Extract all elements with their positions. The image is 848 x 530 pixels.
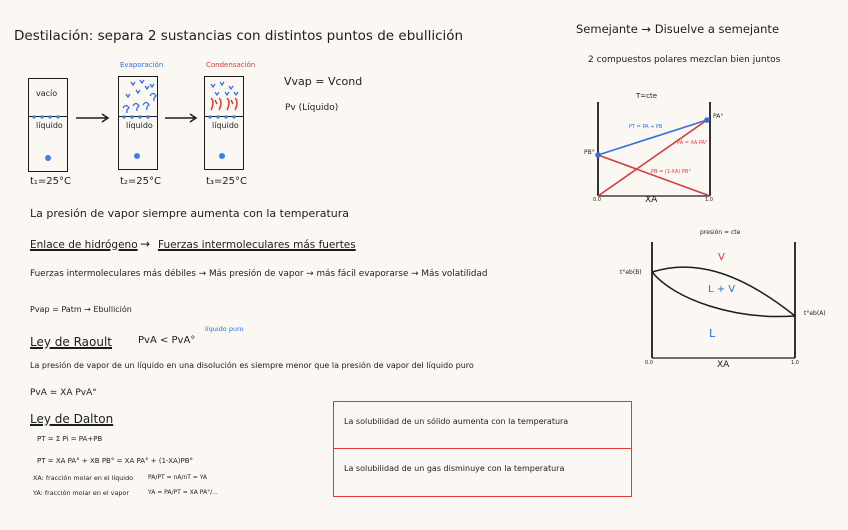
- presion-line: La presión de vapor siempre aumenta con la temperatura: [30, 207, 350, 220]
- dalton-eq2: PT = XA PA° + XB PB° = XA PA° + (1-XA)PB°: [37, 457, 194, 465]
- graph1-title: T=cte: [636, 92, 658, 100]
- semejante-line2: 2 compuestos polares mezclan bien juntos: [588, 55, 781, 65]
- enlace-hidrogeno: Enlace de hidrógeno: [30, 239, 138, 251]
- graph2-lv-label: L + V: [708, 284, 736, 295]
- solubility-solid: La solubilidad de un sólido aumenta con la temperatura: [344, 417, 569, 426]
- beaker-1-temp: t₁=25°C: [30, 176, 72, 187]
- graph1-pb-label: PB = (1-XA) PB°: [651, 169, 691, 175]
- condensation-label: Condensación: [206, 61, 256, 69]
- fuerzas-fuertes: Fuerzas intermoleculares más fuertes: [158, 239, 356, 251]
- beaker-3-bottom-label: líquido: [212, 121, 239, 130]
- vvap-equation: Vvap = Vcond: [284, 75, 363, 88]
- graph2-x0: 0.0: [645, 360, 653, 366]
- dalton-ya: YA: fracción molar en el vapor: [33, 489, 129, 497]
- distillation-title: Destilación: separa 2 sustancias con distintos puntos de ebullición: [14, 28, 464, 44]
- graph1-left-label: PB°: [584, 149, 595, 156]
- graph2-x-axis: XA: [717, 360, 730, 370]
- beaker-1-top-label: vacío: [36, 89, 58, 98]
- solubility-box: [333, 401, 632, 497]
- graph1-pt-label: PT = PA + PB: [629, 124, 663, 130]
- raoult-title: Ley de Raoult: [30, 335, 113, 349]
- enlace-arrow: →: [140, 237, 151, 251]
- graph1-x1: 1.0: [705, 197, 713, 203]
- raoult-equation: PvA = XA PvA°: [30, 388, 97, 398]
- pvap-line: Pvap = Patm → Ebullición: [30, 305, 132, 314]
- pv-label: Pv (Líquido): [285, 103, 339, 113]
- graph2-l-label: L: [709, 327, 716, 340]
- raoult-line: La presión de vapor de un líquido en una disolución es siempre menor que la presión de vapor del líquido puro: [30, 361, 474, 370]
- graph2-title: presión = cte: [700, 229, 741, 236]
- dalton-frac1: PA/PT = nA/nT = YA: [148, 474, 208, 481]
- graph1-x0: 0.0: [593, 197, 601, 203]
- semejante-line1: Semejante → Disuelve a semejante: [576, 22, 780, 36]
- beaker-1-bottom-label: líquido: [36, 121, 63, 130]
- graph2-right-label: t°eb(A): [804, 310, 826, 317]
- graph2-x1: 1.0: [791, 360, 799, 366]
- solubility-gas: La solubilidad de un gas disminuye con la temperatura: [344, 464, 565, 473]
- evaporation-label: Evaporación: [120, 61, 164, 69]
- raoult-note: líquido puro: [205, 325, 244, 333]
- dalton-title: Ley de Dalton: [30, 412, 114, 426]
- graph2-v-label: V: [718, 252, 725, 263]
- dalton-xa: XA: fracción molar en el líquido: [33, 474, 134, 482]
- fuerzas-debiles-line: Fuerzas intermoleculares más débiles → Más presión de vapor → más fácil evaporarse → Más volatilidad: [30, 269, 488, 279]
- dalton-eq1: PT = Σ Pi = PA+PB: [37, 435, 103, 443]
- beaker-2-bottom-label: líquido: [126, 121, 153, 130]
- graph2-left-label: t°eb(B): [620, 269, 642, 276]
- graph1-pa-label: PA = XA PA°: [677, 140, 708, 146]
- dalton-frac2: YA = PA/PT = XA PA°/...: [148, 489, 218, 496]
- raoult-inequality: PvA < PvA°: [138, 335, 196, 346]
- graph1-right-label: PA°: [713, 113, 724, 120]
- graph1-x-axis: XA: [645, 195, 658, 205]
- beaker-2-temp: t₂=25°C: [120, 176, 162, 187]
- beaker-3-temp: t₃=25°C: [206, 176, 248, 187]
